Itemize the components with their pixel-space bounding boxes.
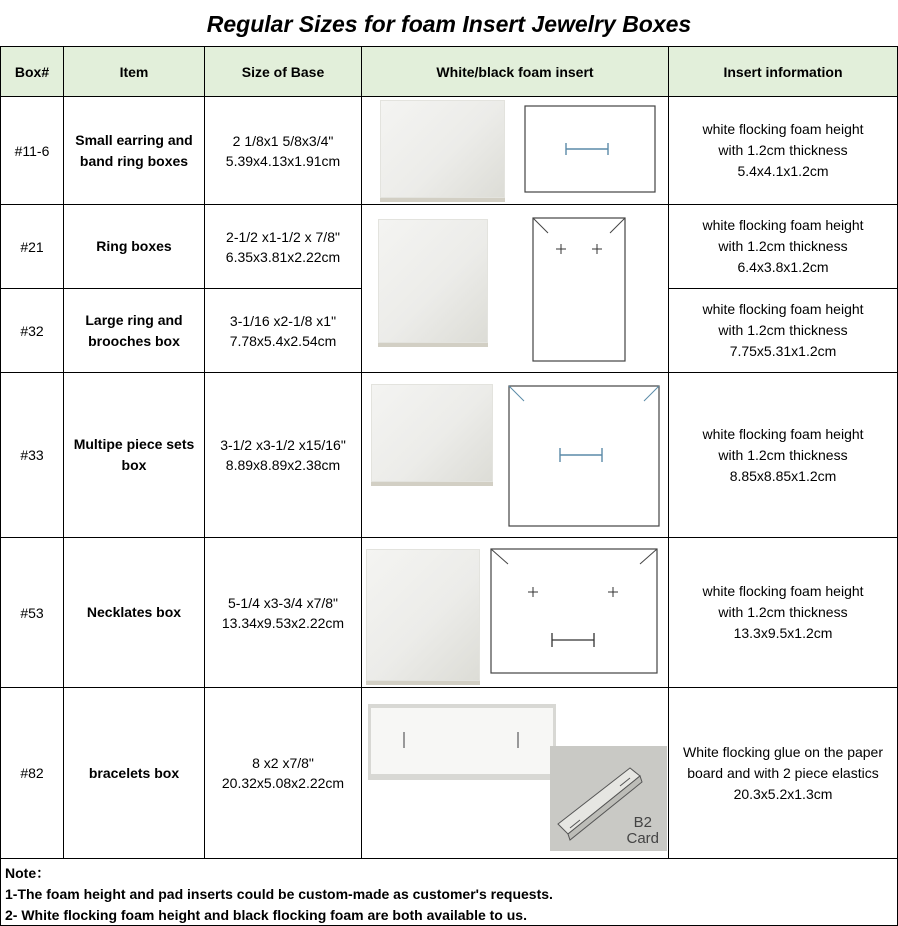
header-size: Size of Base (204, 46, 362, 97)
info-line: 7.75x5.31x1.2cm (729, 343, 837, 359)
insert-diagram (508, 385, 660, 527)
size-inch: 5-1/4 x3-3/4 x7/8" (227, 594, 338, 611)
row-info (668, 288, 898, 373)
size-inch: 2-1/2 x1-1/2 x 7/8" (226, 228, 340, 245)
row-info (668, 687, 898, 859)
size-cm: 5.39x4.13x1.91cm (225, 152, 341, 169)
header-box: Box# (0, 46, 64, 97)
info-line: 20.3x5.2x1.3cm (733, 785, 833, 802)
note-item: 2- White flocking foam height and black flocking foam are both available to us. (5, 907, 527, 923)
insert-diagram (490, 548, 658, 674)
bracelet-card-illustration (550, 746, 667, 851)
row-size (204, 687, 362, 859)
info-line: White flocking glue on the paper (682, 743, 883, 760)
row-box-number: #21 (0, 204, 64, 289)
insert-image-cell (361, 96, 669, 205)
row-size (204, 96, 362, 205)
size-cm: 7.78x5.4x2.54cm (229, 332, 337, 349)
foam-insert-photo (371, 384, 493, 486)
row-box-number: #32 (0, 288, 64, 373)
bracelet-card-photo (368, 704, 556, 780)
insert-image-cell (361, 687, 669, 859)
row-box-number: #82 (0, 687, 64, 859)
row-box-number: #33 (0, 372, 64, 538)
info-line: with 1.2cm thickness (718, 446, 848, 463)
info-line: with 1.2cm thickness (718, 142, 848, 158)
size-inch: 3-1/2 x3-1/2 x15/16" (220, 437, 346, 453)
foam-insert-photo (378, 219, 488, 347)
row-item (63, 96, 205, 205)
row-size (204, 372, 362, 538)
item-line: Small earring and (75, 131, 193, 148)
info-line: white flocking foam height (702, 425, 864, 442)
notes-section (0, 858, 898, 926)
insert-image-cell (361, 537, 669, 688)
size-inch: 2 1/8x1 5/8x3/4" (232, 132, 334, 149)
info-line: 5.4x4.1x1.2cm (737, 163, 829, 179)
info-line: white flocking foam height (702, 301, 864, 317)
row-info (668, 537, 898, 688)
row-item (63, 687, 205, 859)
size-cm: 6.35x3.81x2.22cm (225, 248, 341, 265)
size-cm: 8.89x8.89x2.38cm (225, 457, 341, 473)
size-inch: 8 x2 x7/8" (252, 755, 314, 771)
row-size (204, 204, 362, 289)
row-item (63, 372, 205, 538)
row-box-number: #11-6 (0, 96, 64, 205)
insert-diagram (532, 217, 626, 362)
info-line: white flocking foam height (702, 217, 864, 233)
insert-diagram (524, 105, 656, 193)
size-cm: 20.32x5.08x2.22cm (221, 775, 345, 791)
note-item: 1-The foam height and pad inserts could be custom-made as customer's requests. (5, 886, 553, 902)
card-label (626, 815, 659, 847)
foam-insert-photo (366, 549, 480, 685)
insert-image-cell (361, 204, 669, 373)
info-line: white flocking foam height (702, 121, 864, 137)
info-line: with 1.2cm thickness (718, 604, 848, 620)
card-label-line: B2 (633, 814, 652, 831)
info-line: 8.85x8.85x1.2cm (729, 467, 837, 484)
info-line: board and with 2 piece elastics (687, 764, 879, 781)
item-line: Large ring and (85, 311, 183, 328)
header-item: Item (63, 46, 205, 97)
row-info (668, 204, 898, 289)
info-line: 6.4x3.8x1.2cm (737, 259, 829, 275)
notes-heading: Note： (5, 865, 51, 881)
info-line: with 1.2cm thickness (718, 238, 848, 254)
size-cm: 13.34x9.53x2.22cm (221, 614, 345, 631)
row-item (63, 204, 205, 289)
card-label-line: Card (626, 830, 659, 847)
item-line: Ring boxes (96, 238, 172, 254)
item-line: bracelets box (88, 764, 180, 781)
insert-image-cell (361, 372, 669, 538)
item-line: brooches box (88, 332, 180, 349)
item-line: Necklates box (86, 604, 182, 620)
item-line: band ring boxes (79, 152, 189, 169)
info-line: 13.3x9.5x1.2cm (733, 625, 833, 641)
row-item (63, 537, 205, 688)
page-title: Regular Sizes for foam Insert Jewelry Boxes (206, 11, 692, 37)
item-line: Multipe piece sets (73, 436, 195, 452)
info-line: white flocking foam height (702, 583, 864, 599)
row-info (668, 372, 898, 538)
header-insert: White/black foam insert (361, 46, 669, 97)
size-inch: 3-1/16 x2-1/8 x1" (229, 312, 337, 329)
header-info: Insert information (668, 46, 898, 97)
foam-insert-photo (380, 100, 505, 202)
row-info (668, 96, 898, 205)
info-line: with 1.2cm thickness (718, 322, 848, 338)
row-size (204, 288, 362, 373)
row-box-number: #53 (0, 537, 64, 688)
item-line: box (121, 457, 147, 473)
row-item (63, 288, 205, 373)
row-size (204, 537, 362, 688)
